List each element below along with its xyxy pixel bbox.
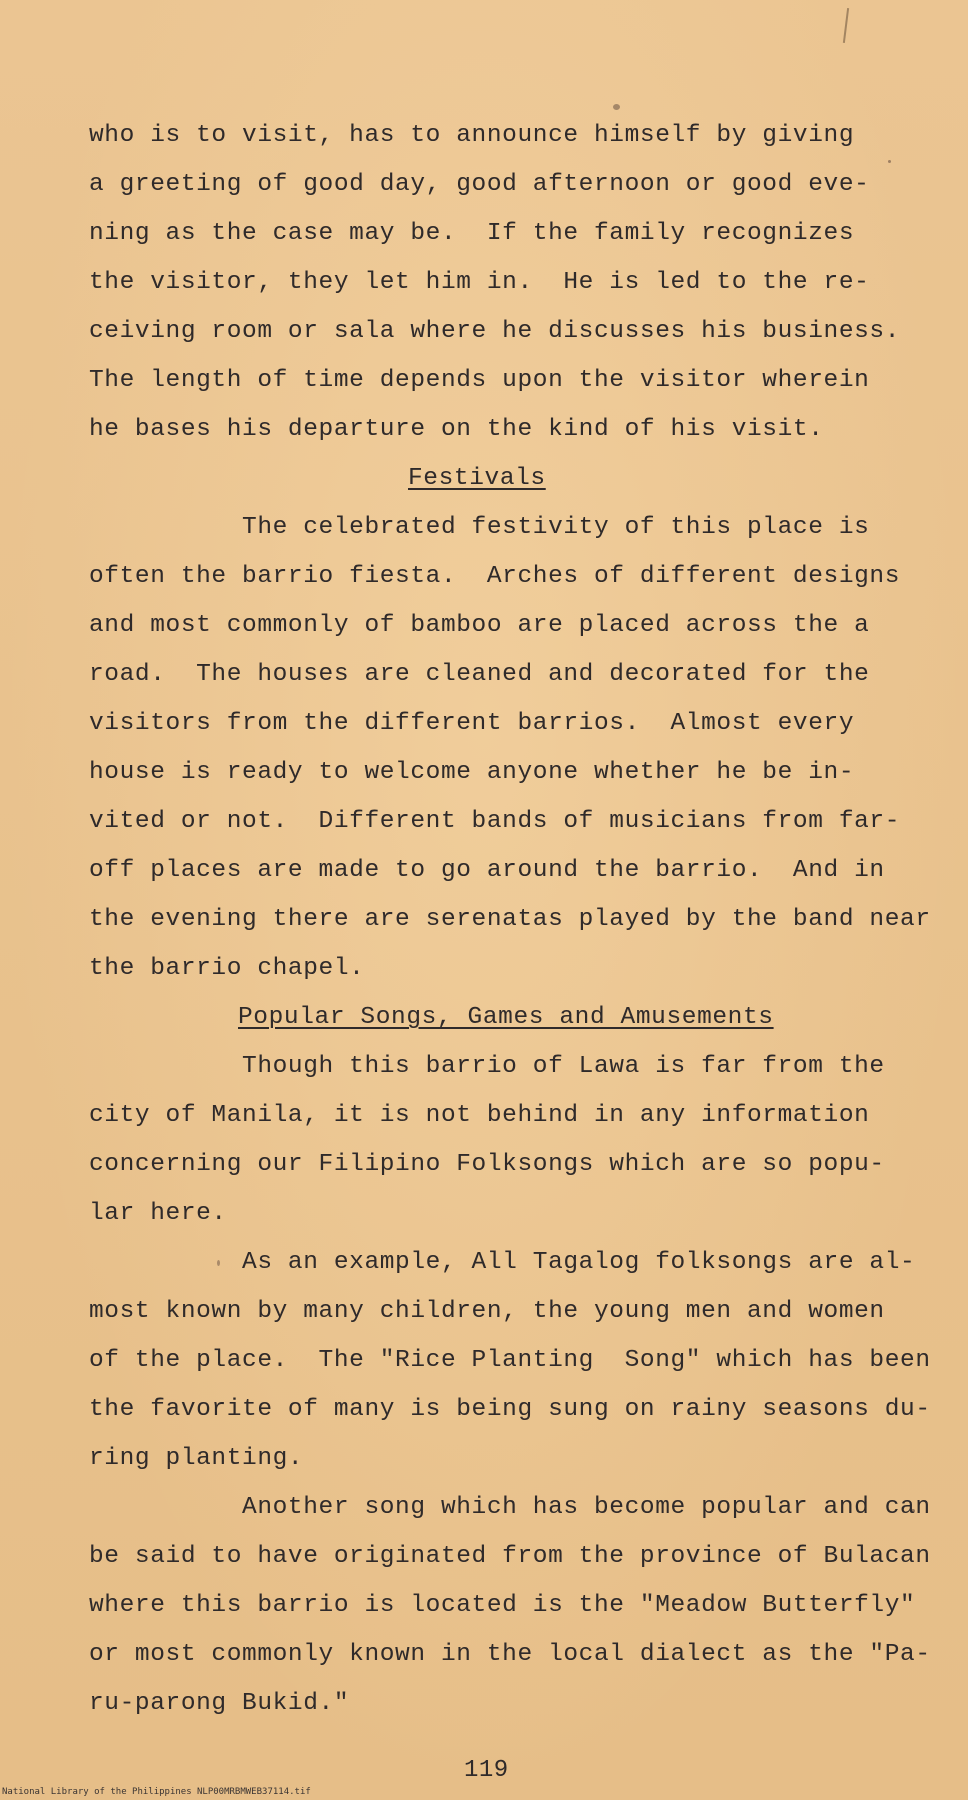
body-line: concerning our Filipino Folksongs which are so popu- [89,1151,885,1178]
section-heading-festivals: Festivals [408,465,546,492]
body-line: most known by many children, the young men and women [89,1298,885,1325]
body-line: road. The houses are cleaned and decorated for the [89,661,870,688]
body-line: Another song which has become popular and can [89,1494,931,1521]
body-line: often the barrio fiesta. Arches of different designs [89,563,901,590]
body-line: house is ready to welcome anyone whether he be in- [89,759,855,786]
margin-mark [843,8,849,43]
body-line: visitors from the different barrios. Almost every [89,710,855,737]
footer-file-name: NLP00MRBMWEB37114.tif [197,1787,311,1797]
body-line: he bases his departure on the kind of his visit. [89,416,824,443]
body-line: ceiving room or sala where he discusses his business. [89,318,901,345]
ink-speck [613,104,620,110]
body-line: off places are made to go around the barrio. And in [89,857,885,884]
body-line: ning as the case may be. If the family recognizes [89,220,855,247]
body-line: the evening there are serenatas played by the band near [89,906,931,933]
body-line: vited or not. Different bands of musicians from far- [89,808,901,835]
body-line: As an example, All Tagalog folksongs are al- [89,1249,916,1276]
body-line: the barrio chapel. [89,955,365,982]
body-line: where this barrio is located is the "Meadow Butterfly" [89,1592,916,1619]
body-line: The celebrated festivity of this place is [89,514,870,541]
body-line: the favorite of many is being sung on rainy seasons du- [89,1396,931,1423]
page-number: 119 [464,1757,509,1784]
body-line: ru-parong Bukid." [89,1690,350,1717]
body-line: the visitor, they let him in. He is led to the re- [89,269,870,296]
body-line: or most commonly known in the local dialect as the "Pa- [89,1641,931,1668]
body-line: a greeting of good day, good afternoon or good eve- [89,171,870,198]
body-line: Though this barrio of Lawa is far from the [89,1053,885,1080]
body-line: of the place. The "Rice Planting Song" which has been [89,1347,931,1374]
body-line: and most commonly of bamboo are placed across the a [89,612,870,639]
footer-library-name: National Library of the Philippines [2,1787,192,1797]
section-heading-songs: Popular Songs, Games and Amusements [238,1004,774,1031]
body-line: be said to have originated from the province of Bulacan [89,1543,931,1570]
body-line: who is to visit, has to announce himself by giving [89,122,855,149]
body-line: ring planting. [89,1445,304,1472]
body-line: city of Manila, it is not behind in any information [89,1102,870,1129]
ink-speck [888,160,891,163]
body-line: lar here. [89,1200,227,1227]
body-line: The length of time depends upon the visitor wherein [89,367,870,394]
